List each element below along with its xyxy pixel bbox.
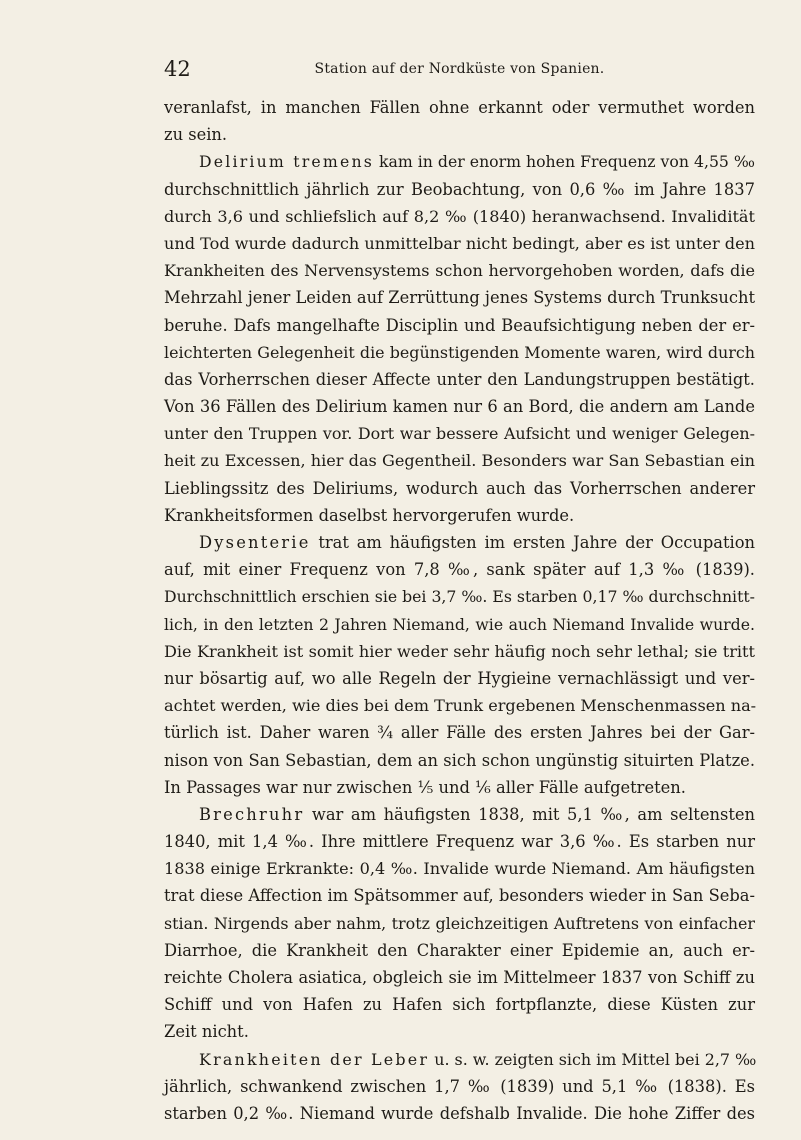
line-text: auf, mit einer Frequenz von 7,8 ‰, sank später auf 1,3 ‰ (1839).: [164, 560, 755, 580]
text-line: [164, 1018, 755, 1045]
text-line: [164, 692, 755, 719]
line-text: In Passages war nur zwischen ⅕ und ⅙ aller Fälle aufgetreten.: [164, 777, 686, 797]
line-text: Zeit nicht.: [164, 1022, 249, 1042]
line-text: nison von San Sebastian, dem an sich schon ungünstig situirten Platze.: [164, 750, 755, 770]
line-text: türlich ist. Daher waren ¾ aller Fälle des ersten Jahres bei der Gar-: [164, 723, 755, 743]
paragraph: [164, 94, 755, 148]
line-text: Lieblingssitz des Deliriums, wodurch auch das Vorherrschen anderer: [164, 478, 755, 498]
line-text: leichterten Gelegenheit die begünstigenden Momente waren, wird durch: [164, 342, 755, 362]
line-text: zu sein.: [164, 125, 228, 145]
spaced-term: Dysenterie: [199, 533, 311, 552]
text-line: [164, 991, 755, 1018]
paragraph: [164, 801, 755, 1046]
text-line: [164, 937, 755, 964]
line-text: kam in der enorm hohen Frequenz von 4,55 ‰: [374, 152, 755, 172]
line-text: nur bösartig auf, wo alle Regeln der Hygieine vernachlässigt und ver-: [164, 668, 755, 688]
line-text: reichte Cholera asiatica, obgleich sie im Mittelmeer 1837 von Schiff zu: [164, 968, 755, 987]
text-line: [164, 611, 755, 638]
line-text: unter den Truppen vor. Dort war bessere Aufsicht und weniger Gelegen-: [164, 424, 755, 444]
line-text: stian. Nirgends aber nahm, trotz gleichzeitigen Auftretens von einfacher: [164, 913, 755, 933]
line-text: Schiff und von Hafen zu Hafen sich fortpflanzte, diese Küsten zur: [164, 995, 755, 1015]
line-text: u. s. w. zeigten sich im Mittel bei 2,7 ‰: [429, 1049, 757, 1069]
text-line: [164, 801, 755, 828]
text-line: [164, 257, 755, 284]
line-text: heit zu Excessen, hier das Gegentheil. Besonders war San Sebastian ein: [164, 451, 755, 471]
line-text: Krankheiten des Nervensystems schon hervorgehoben worden, dafs die: [164, 261, 755, 281]
line-text: 1840, mit 1,4 ‰. Ihre mittlere Frequenz war 3,6 ‰. Es starben nur: [164, 832, 755, 852]
line-text: und Tod wurde dadurch unmittelbar nicht bedingt, aber es ist unter den: [164, 233, 755, 253]
text-line: [164, 529, 755, 556]
line-text: durch 3,6 und schliefslich auf 8,2 ‰ (1840) heranwachsend. Invalidität: [164, 206, 755, 226]
spaced-term: Delirium tremens: [199, 152, 375, 172]
running-title: Station auf der Nordküste von Spanien.: [314, 61, 605, 77]
line-text: trat diese Affection im Spätsommer auf, besonders wieder in San Seba-: [164, 886, 755, 906]
text-line: [164, 556, 755, 583]
text-line: [164, 502, 755, 529]
text-line: [164, 312, 755, 339]
text-line: [164, 230, 755, 257]
line-text: Mehrzahl jener Leiden auf Zerrüttung jenes Systems durch Trunksucht: [164, 288, 756, 308]
spaced-term: Krankheiten der Leber: [199, 1049, 430, 1069]
page-header: [164, 56, 755, 82]
paragraph: [164, 148, 755, 529]
text-line: [164, 774, 755, 801]
text-line: [164, 475, 755, 502]
line-text: jährlich, schwankend zwischen 1,7 ‰ (1839) und 5,1 ‰ (1838). Es: [164, 1076, 755, 1096]
text-line: [164, 964, 755, 991]
line-text: durchschnittlich jährlich zur Beobachtung, von 0,6 ‰ im Jahre 1837: [164, 179, 755, 199]
line-text: Von 36 Fällen des Delirium kamen nur 6 an Bord, die andern am Lande: [164, 397, 755, 417]
text-line: [164, 1046, 755, 1073]
line-text: Durchschnittlich erschien sie bei 3,7 ‰. Es starben 0,17 ‰ durchschnitt-: [164, 587, 755, 607]
line-text: Diarrhoe, die Krankheit den Charakter einer Epidemie an, auch er-: [164, 940, 755, 960]
line-text: Krankheitsformen daselbst hervorgerufen wurde.: [164, 505, 575, 525]
text-line: [164, 447, 755, 474]
text-line: [164, 910, 755, 937]
text-line: [164, 828, 755, 855]
text-line: [164, 855, 755, 882]
body-text: [164, 94, 755, 1127]
spaced-term: Brechruhr: [199, 804, 305, 824]
paragraph: [164, 529, 755, 801]
line-text: trat am häufigsten im ersten Jahre der Occupation: [310, 533, 755, 552]
text-line: [164, 148, 755, 175]
text-line: [164, 665, 755, 692]
text-line: [164, 94, 755, 121]
text-line: [164, 882, 755, 909]
text-line: [164, 176, 755, 203]
text-line: [164, 747, 755, 774]
text-line: [164, 1100, 755, 1127]
text-line: [164, 719, 755, 746]
line-text: 1838 einige Erkrankte: 0,4 ‰. Invalide wurde Niemand. Am häufigsten: [164, 859, 755, 879]
text-line: [164, 420, 755, 447]
text-line: [164, 366, 755, 393]
text-line: [164, 339, 755, 366]
line-text: lich, in den letzten 2 Jahren Niemand, wie auch Niemand Invalide wurde.: [164, 614, 755, 634]
text-line: [164, 121, 755, 148]
paragraph: [164, 1046, 755, 1128]
line-text: Die Krankheit ist somit hier weder sehr häufig noch sehr lethal; sie tritt: [164, 641, 755, 661]
page-number: 42: [164, 57, 191, 81]
text-line: [164, 638, 755, 665]
line-text: das Vorherrschen dieser Affecte unter den Landungstruppen bestätigt.: [164, 369, 755, 389]
line-text: achtet werden, wie dies bei dem Trunk ergebenen Menschenmassen na-: [164, 696, 757, 716]
line-text: starben 0,2 ‰. Niemand wurde defshalb Invalide. Die hohe Ziffer des: [164, 1103, 755, 1123]
line-text: beruhe. Dafs mangelhafte Disciplin und Beaufsichtigung neben der er-: [164, 315, 755, 335]
text-line: [164, 1073, 755, 1100]
text-line: [164, 203, 755, 230]
text-line: [164, 284, 755, 311]
line-text: veranlafst, in manchen Fällen ohne erkannt oder vermuthet worden: [164, 98, 755, 117]
line-text: war am häufigsten 1838, mit 5,1 ‰, am seltensten: [304, 804, 755, 824]
text-line: [164, 583, 755, 610]
text-line: [164, 393, 755, 420]
